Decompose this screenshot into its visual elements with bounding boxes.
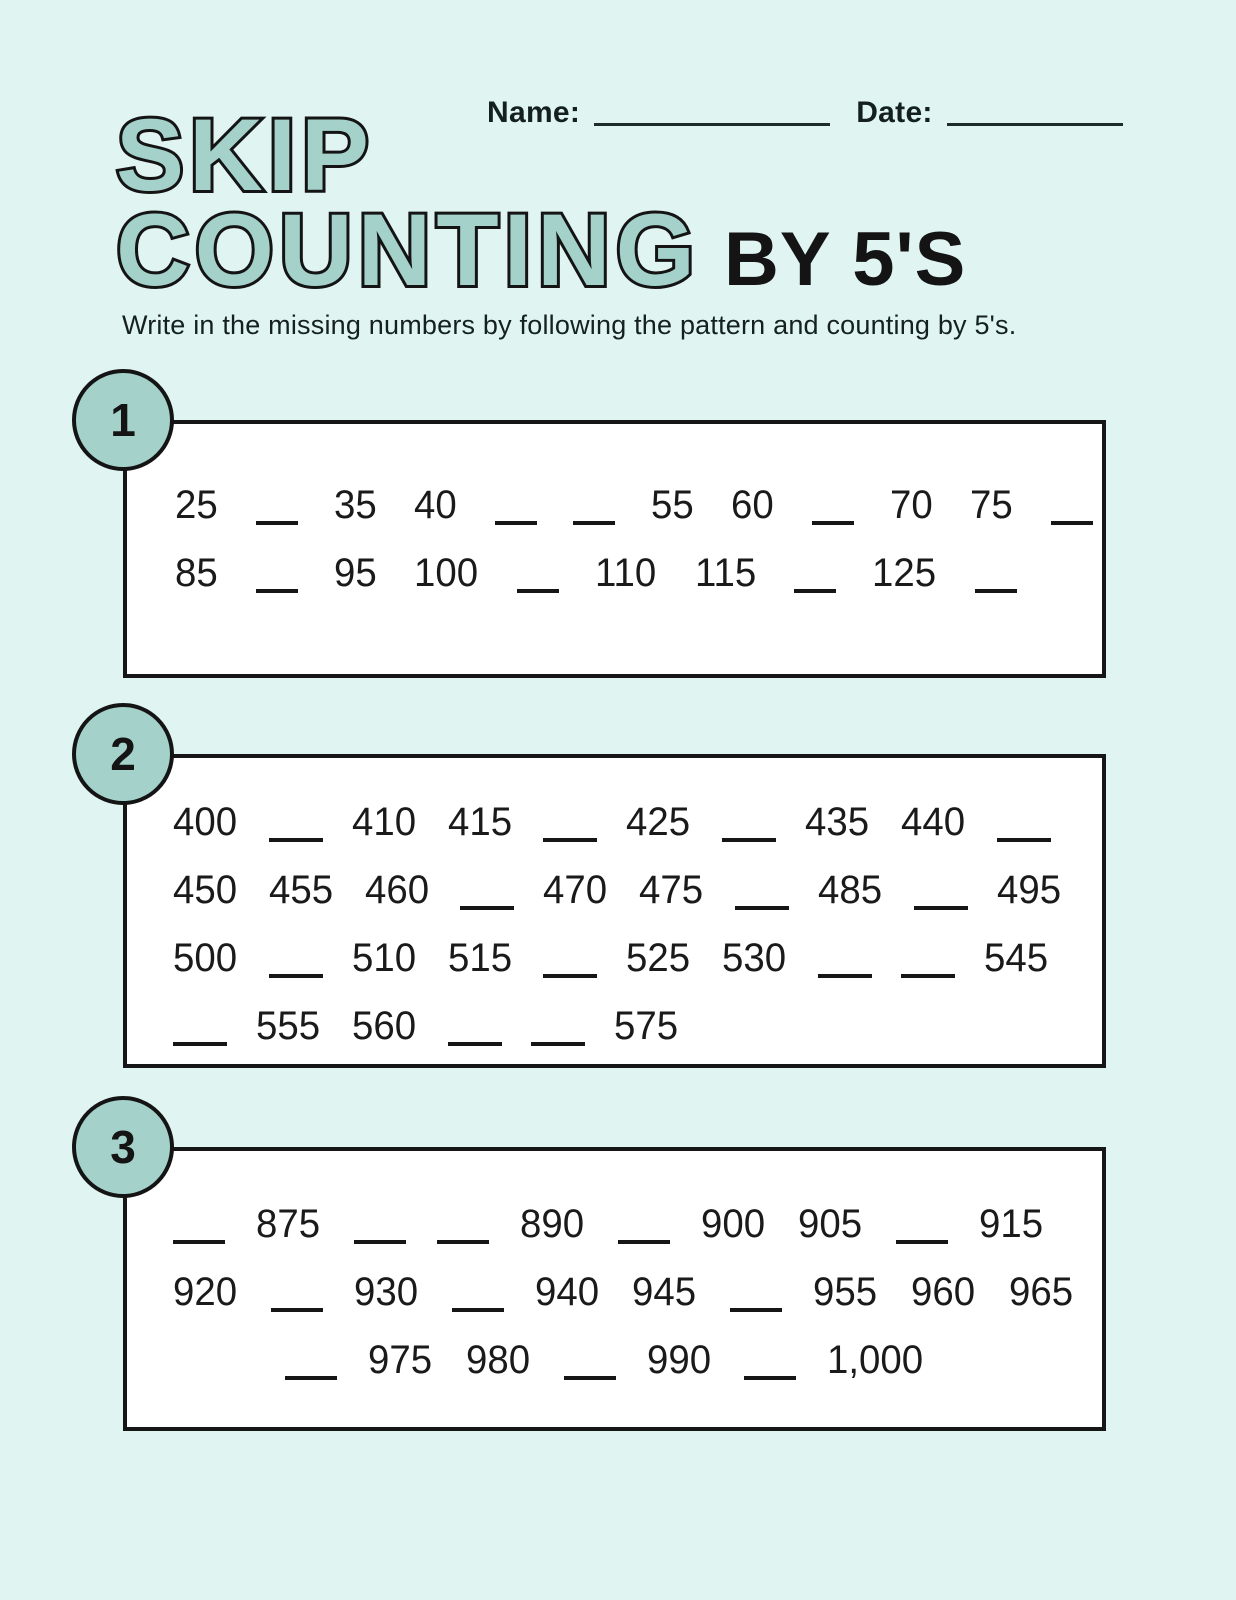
question-box-2 [110, 728, 1106, 1068]
title-counting-outline: COUNTING [116, 193, 700, 307]
number-cell: 990 [646, 1338, 711, 1382]
number-cell: 55 [650, 483, 694, 527]
number-cell: 35 [333, 483, 377, 527]
blank-slot[interactable] [285, 1372, 337, 1380]
blank-slot[interactable] [794, 585, 836, 593]
blank-slot[interactable] [354, 1236, 406, 1244]
number-cell: 410 [351, 800, 416, 844]
title-skip: SKIP [116, 98, 375, 212]
number-row [173, 802, 1102, 842]
blank-slot[interactable] [1051, 517, 1093, 525]
number-cell: 470 [543, 868, 608, 912]
title-by-5s: BY 5'S [723, 217, 967, 302]
blank-slot[interactable] [543, 834, 597, 842]
number-cell: 95 [333, 551, 377, 595]
section-1-rows [127, 424, 1102, 593]
number-cell: 40 [414, 483, 457, 527]
number-cell: 1,000 [827, 1338, 924, 1382]
number-cell: 545 [983, 936, 1048, 980]
blank-slot[interactable] [901, 970, 955, 978]
number-cell: 960 [910, 1270, 975, 1314]
blank-slot[interactable] [975, 585, 1017, 593]
number-row [175, 553, 1102, 593]
blank-slot[interactable] [271, 1304, 323, 1312]
blank-slot[interactable] [448, 1038, 502, 1046]
blank-slot[interactable] [543, 970, 597, 978]
number-cell: 110 [594, 551, 656, 595]
number-cell: 900 [700, 1202, 765, 1246]
number-cell: 475 [639, 868, 704, 912]
number-cell: 890 [519, 1202, 584, 1246]
number-cell: 965 [1008, 1270, 1073, 1314]
number-row [173, 1006, 1102, 1046]
number-cell: 875 [256, 1202, 321, 1246]
number-cell: 915 [979, 1202, 1044, 1246]
number-row [173, 870, 1102, 910]
section-3-badge: 3 [72, 1096, 174, 1198]
blank-slot[interactable] [517, 585, 559, 593]
instruction-text: Write in the missing numbers by following the pattern and counting by 5's. [122, 310, 1017, 340]
number-cell: 85 [175, 551, 218, 595]
number-cell: 510 [351, 936, 416, 980]
section-3-rows [127, 1151, 1102, 1380]
number-cell: 115 [694, 551, 756, 595]
blank-slot[interactable] [618, 1236, 670, 1244]
blank-slot[interactable] [730, 1304, 782, 1312]
number-cell: 945 [632, 1270, 697, 1314]
number-cell: 495 [996, 868, 1061, 912]
blank-slot[interactable] [914, 902, 968, 910]
blank-slot[interactable] [452, 1304, 504, 1312]
number-cell: 555 [256, 1004, 321, 1048]
blank-slot[interactable] [256, 585, 298, 593]
blank-slot[interactable] [173, 1038, 227, 1046]
title-counting-line [116, 193, 967, 307]
date-label: Date: [856, 96, 933, 129]
number-cell: 930 [353, 1270, 418, 1314]
number-cell: 905 [798, 1202, 863, 1246]
name-write-line[interactable] [594, 120, 830, 126]
blank-slot[interactable] [495, 517, 537, 525]
blank-slot[interactable] [896, 1236, 948, 1244]
number-cell: 25 [175, 483, 218, 527]
blank-slot[interactable] [269, 970, 323, 978]
number-cell: 530 [722, 936, 787, 980]
number-cell: 70 [889, 483, 933, 527]
section-2-rows [127, 758, 1102, 1046]
number-cell: 450 [173, 868, 238, 912]
blank-slot[interactable] [722, 834, 776, 842]
blank-slot[interactable] [437, 1236, 489, 1244]
section-2-badge: 2 [72, 703, 174, 805]
blank-slot[interactable] [744, 1372, 796, 1380]
number-cell: 125 [872, 551, 937, 595]
number-cell: 940 [534, 1270, 599, 1314]
number-cell: 515 [447, 936, 512, 980]
number-cell: 100 [414, 551, 479, 595]
number-cell: 955 [813, 1270, 878, 1314]
number-row [173, 938, 1102, 978]
question-box-3 [110, 1121, 1106, 1431]
question-box-1 [110, 394, 1106, 678]
number-cell: 560 [351, 1004, 416, 1048]
number-cell: 575 [613, 1004, 678, 1048]
number-cell: 440 [900, 800, 965, 844]
number-row [285, 1340, 1102, 1380]
number-cell: 60 [731, 483, 774, 527]
blank-slot[interactable] [564, 1372, 616, 1380]
blank-slot[interactable] [812, 517, 854, 525]
section-1-badge: 1 [72, 369, 174, 471]
blank-slot[interactable] [531, 1038, 585, 1046]
date-write-line[interactable] [947, 120, 1123, 126]
blank-slot[interactable] [573, 517, 615, 525]
number-cell: 75 [970, 483, 1013, 527]
number-cell: 975 [368, 1338, 433, 1382]
blank-slot[interactable] [735, 902, 789, 910]
number-cell: 455 [268, 868, 333, 912]
number-cell: 485 [817, 868, 882, 912]
blank-slot[interactable] [997, 834, 1051, 842]
name-label: Name: [487, 96, 581, 129]
number-row [173, 1204, 1102, 1244]
number-cell: 920 [173, 1270, 238, 1314]
blank-slot[interactable] [460, 902, 514, 910]
number-cell: 460 [364, 868, 429, 912]
blank-slot[interactable] [818, 970, 872, 978]
number-cell: 425 [626, 800, 691, 844]
number-row [175, 485, 1102, 525]
blank-slot[interactable] [256, 517, 298, 525]
number-cell: 435 [805, 800, 870, 844]
number-cell: 980 [465, 1338, 530, 1382]
number-cell: 415 [447, 800, 512, 844]
blank-slot[interactable] [269, 834, 323, 842]
number-cell: 525 [626, 936, 691, 980]
number-cell: 400 [173, 800, 238, 844]
blank-slot[interactable] [173, 1236, 225, 1244]
number-cell: 500 [173, 936, 238, 980]
number-row [173, 1272, 1102, 1312]
header-fields [487, 92, 1123, 128]
